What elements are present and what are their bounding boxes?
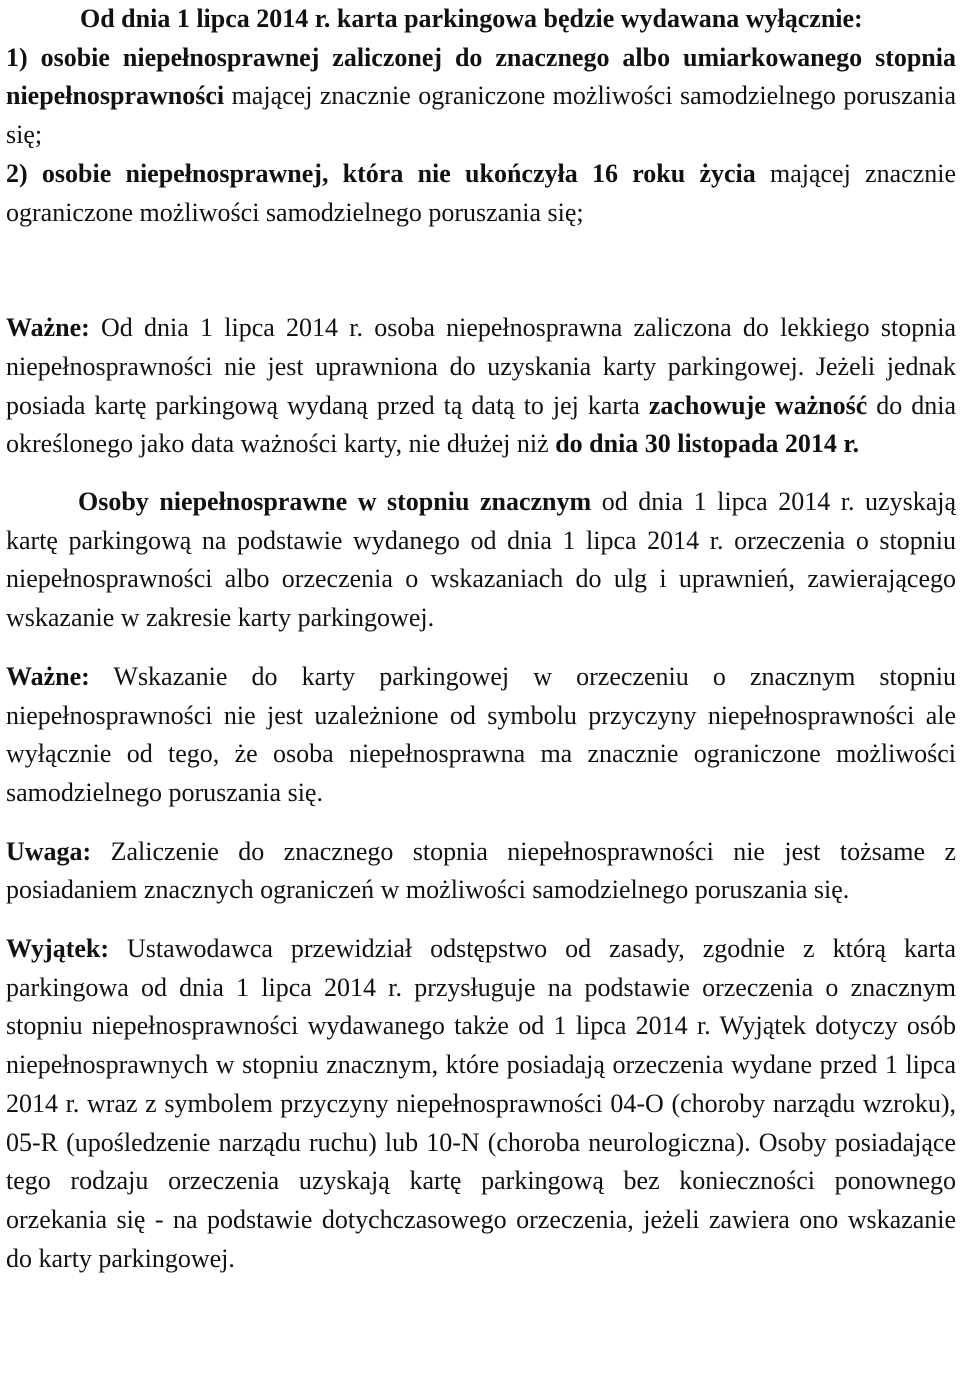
wazne-label-2: Ważne: [6,661,90,691]
intro-item-2 [6,155,956,232]
wazne-1-text-a: Od dnia 1 lipca 2014 r. osoba niepełnosprawna zaliczona do lekkiego stopnia niepełnosprawności nie jest uprawniona do uzyskania karty parkingowej. Jeżeli jednak posiada kartę parkingową wydaną przed tą datą to jej karta [6,313,956,420]
intro-item-1-bold: 1) osobie niepełnosprawnej zaliczonej do znacznego albo umiarkowanego stopnia niepełnosprawności [6,42,956,111]
intro-item-2-rest: mającej znacznie ograniczone możliwości samodzielnego poruszania się; [6,158,956,227]
znaczny-paragraph [6,483,956,638]
intro-item-2-bold: 2) osobie niepełnosprawnej, która nie ukończyła 16 roku życia [6,158,756,188]
uwaga-paragraph [6,833,956,910]
wyjatek-text: Ustawodawca przewidział odstępstwo od zasady, zgodnie z którą karta parkingowa od dnia 1 lipca 2014 r. przysługuje na podstawie orzeczenia o znacznym stopniu niepełnosprawności wydawanego także od 1 lipca 2014 r. Wyjątek dotyczy osób niepełnosprawnych w stopniu znacznym, które posiadają orzeczenia wydane przed 1 lipca 2014 r. wraz z symbolem przyczyny niepełnosprawności 04-O (choroby narządu wzroku), 05-R (upośledzenie narządu ruchu) lub 10-N (choroba neurologiczna). Osoby posiadające tego rodzaju orzeczenia uzyskają kartę parkingową bez konieczności ponownego orzekania się - na podstawie dotychczasowego orzeczenia, jeżeli zawiera ono wskazanie do karty parkingowej. [6,934,956,1273]
uwaga-text: Zaliczenie do znacznego stopnia niepełnosprawności nie jest tożsame z posiadaniem znacznych ograniczeń w możliwości samodzielnego poruszania się. [6,836,956,905]
uwaga-label: Uwaga: [6,836,92,866]
wazne-1-text-b: do dnia określonego jako data ważności karty, nie dłużej niż [6,390,956,459]
znaczny-rest: od dnia 1 lipca 2014 r. uzyskają kartę parkingową na podstawie wydanego od dnia 1 lipca 2014 r. orzeczenia o stopniu niepełnosprawności albo orzeczenia o wskazaniach do ulg i uprawnień, zawierającego wskazanie w zakresie karty parkingowej. [6,487,956,633]
intro-title: Od dnia 1 lipca 2014 r. karta parkingowa będzie wydawana wyłącznie: [80,4,863,33]
znaczny-bold: Osoby niepełnosprawne w stopniu znacznym [78,487,592,517]
wazne-paragraph-1 [6,309,956,464]
wyjatek-paragraph [6,930,956,1278]
wazne-label-1: Ważne: [6,313,90,343]
wazne-paragraph-2 [6,658,956,813]
wazne-2-text: Wskazanie do karty parkingowej w orzeczeniu o znacznym stopniu niepełnosprawności nie jest uzależnione od symbolu przyczyny niepełnosprawności ale wyłącznie od tego, że osoba niepełnosprawna ma znacznie ograniczone możliwości samodzielnego poruszania się. [6,661,956,807]
document-body [6,0,956,1278]
intro-item-1-rest: mającej znacznie ograniczone możliwości samodzielnego poruszania się; [6,81,956,150]
wazne-1-bold-b: do dnia 30 listopada 2014 r. [555,429,860,459]
wazne-1-bold-a: zachowuje ważność [648,390,868,420]
intro-item-1 [6,39,956,155]
wyjatek-label: Wyjątek: [6,934,110,964]
